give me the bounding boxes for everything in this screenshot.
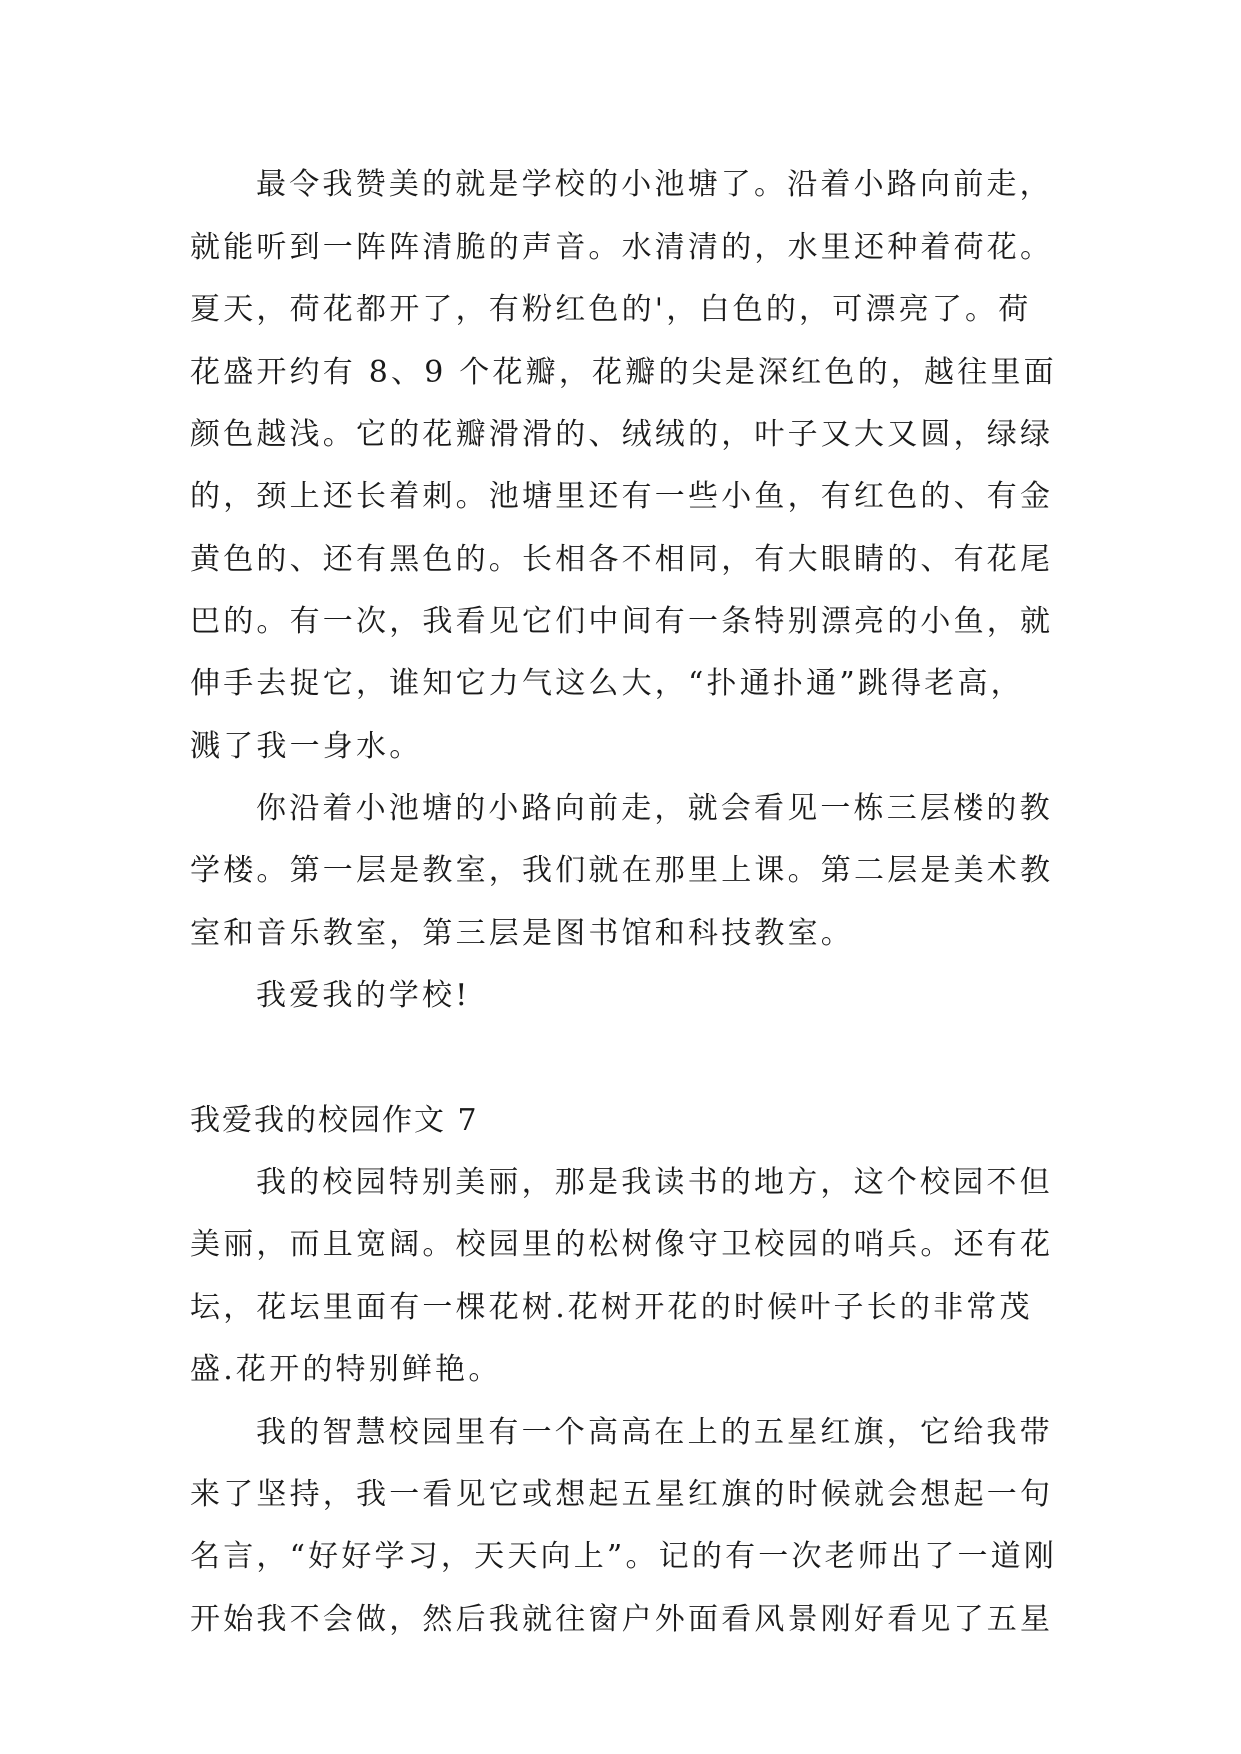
paragraph-line: 我爱我的学校! xyxy=(256,978,471,1013)
paragraph-line: 黄色的、还有黑色的。长相各不相同，有大眼睛的、有花尾 xyxy=(190,542,1054,577)
paragraph-line: 室和音乐教室，第三层是图书馆和科技教室。 xyxy=(190,916,854,951)
paragraph-line: 开始我不会做，然后我就往窗户外面看风景刚好看见了五星 xyxy=(190,1602,1054,1637)
paragraph-line: 伸手去捉它，谁知它力气这么大，“扑通扑通”跳得老高， xyxy=(190,666,1024,701)
paragraph-line: 盛.花开的特别鲜艳。 xyxy=(190,1352,502,1387)
section-heading: 我爱我的校园作文 7 xyxy=(190,1103,479,1138)
paragraph-line: 坛，花坛里面有一棵花树.花树开花的时候叶子长的非常茂 xyxy=(190,1290,1033,1325)
paragraph-line: 巴的。有一次，我看见它们中间有一条特别漂亮的小鱼，就 xyxy=(190,604,1054,639)
paragraph-line: 就能听到一阵阵清脆的声音。水清清的，水里还种着荷花。 xyxy=(190,230,1054,265)
paragraph-line: 学楼。第一层是教室，我们就在那里上课。第二层是美术教 xyxy=(190,853,1054,888)
paragraph-line: 你沿着小池塘的小路向前走，就会看见一栋三层楼的教 xyxy=(256,791,1053,826)
paragraph-line: 来了坚持，我一看见它或想起五星红旗的时候就会想起一句 xyxy=(190,1477,1054,1512)
paragraph-line: 夏天，荷花都开了，有粉红色的'，白色的，可漂亮了。荷 xyxy=(190,292,1032,327)
paragraph-line: 名言，“好好学习，天天向上”。记的有一次老师出了一道刚 xyxy=(190,1539,1058,1574)
paragraph-line: 最令我赞美的就是学校的小池塘了。沿着小路向前走， xyxy=(256,167,1053,202)
paragraph-line: 我的智慧校园里有一个高高在上的五星红旗，它给我带 xyxy=(256,1415,1053,1450)
paragraph-line: 颜色越浅。它的花瓣滑滑的、绒绒的，叶子又大又圆，绿绿 xyxy=(190,417,1054,452)
paragraph-line: 的，颈上还长着刺。池塘里还有一些小鱼，有红色的、有金 xyxy=(190,479,1054,514)
paragraph-line: 美丽，而且宽阔。校园里的松树像守卫校园的哨兵。还有花 xyxy=(190,1227,1054,1262)
paragraph-line: 溅了我一身水。 xyxy=(190,729,423,764)
paragraph-line: 花盛开约有 8、9 个花瓣，花瓣的尖是深红色的，越往里面 xyxy=(190,355,1057,390)
paragraph-line: 我的校园特别美丽，那是我读书的地方，这个校园不但 xyxy=(256,1165,1053,1200)
